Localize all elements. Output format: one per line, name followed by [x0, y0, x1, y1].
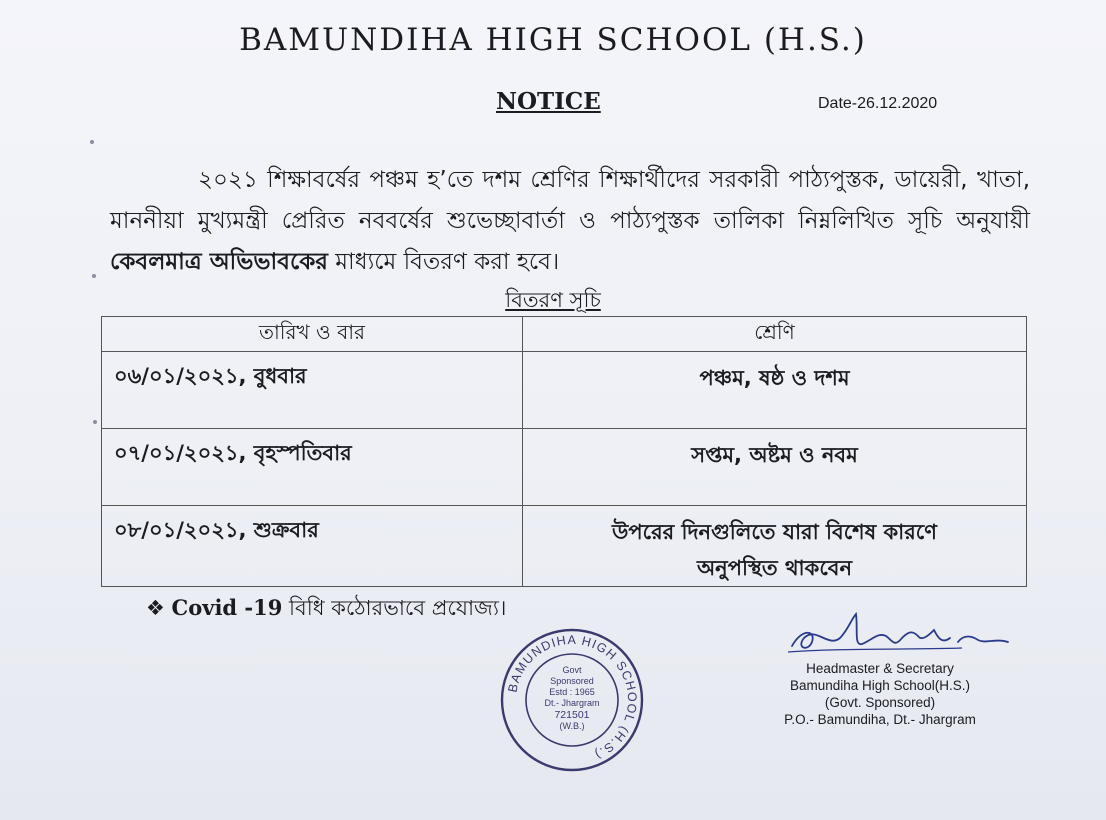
paper-speck	[90, 140, 94, 144]
row-classes: সপ্তম, অষ্টম ও নবম	[523, 429, 1027, 506]
signatory-status: (Govt. Sponsored)	[824, 695, 936, 710]
headmaster-signature	[782, 608, 1022, 668]
column-header-class: শ্রেণি	[523, 317, 1027, 352]
bullet-icon: ❖	[146, 596, 165, 620]
notice-body-emphasis: কেবলমাত্র অভিভাবকের	[110, 249, 328, 275]
table-row	[102, 506, 1027, 587]
signatory-address: P.O.- Bamundiha, Dt.- Jhargram	[784, 712, 976, 727]
paper-speck	[93, 420, 97, 424]
table-row	[102, 352, 1027, 429]
notice-date: Date-26.12.2020	[818, 95, 938, 112]
row-date: ০৬/০১/২০২১, বুধবার	[102, 352, 523, 429]
school-name: BAMUNDIHA HIGH SCHOOL (H.S.)	[239, 22, 867, 58]
table-header-row	[102, 317, 1027, 352]
seal-line: 721501	[554, 709, 590, 721]
seal-line: Dt.- Jhargram	[544, 698, 600, 708]
signatory-title: Headmaster & Secretary	[806, 661, 954, 676]
signatory-school: Bamundiha High School(H.S.)	[789, 678, 971, 693]
school-seal-stamp	[500, 628, 644, 772]
schedule-table	[101, 316, 1027, 587]
notice-title: NOTICE	[496, 88, 601, 115]
covid-note	[146, 592, 506, 627]
row-classes: পঞ্চম, ষষ্ঠ ও দশম	[523, 352, 1027, 429]
row-classes: উপরের দিনগুলিতে যারা বিশেষ কারণে অনুপস্থিত থাকবেন	[523, 506, 1027, 587]
seal-outer-text: BAMUNDIHA HIGH SCHOOL (H.S.)	[505, 632, 640, 762]
paper-speck	[92, 274, 96, 278]
covid-label: Covid -19	[171, 595, 283, 620]
seal-line: Estd : 1965	[549, 687, 595, 697]
row-date: ০৭/০১/২০২১, বৃহস্পতিবার	[102, 429, 523, 506]
signature-block	[760, 660, 1000, 728]
notice-body-text-end: মাধ্যমে বিতরণ করা হবে।	[327, 249, 560, 275]
table-row	[102, 429, 1027, 506]
seal-line: Govt	[562, 665, 582, 675]
seal-line: Sponsored	[550, 676, 594, 686]
covid-text: বিধি কঠোরভাবে প্রযোজ্য।	[289, 596, 507, 620]
seal-line: (W.B.)	[559, 721, 585, 731]
notice-body	[110, 160, 1030, 283]
schedule-title-text: বিতরণ সূচি	[505, 288, 601, 312]
schedule-title	[0, 284, 1106, 319]
column-header-date: তারিখ ও বার	[102, 317, 523, 352]
notice-body-text: ২০২১ শিক্ষাবর্ষের পঞ্চম হ’তে দশম শ্রেণির শিক্ষার্থীদের সরকারী পাঠ্যপুস্তক, ডায়েরী, খাতা, মাননীয়া মুখ্যমন্ত্রী প্রেরিত নববর্ষের শুভেচ্ছাবার্তা ও পাঠ্যপুস্তক তালিকা নিম্নলিখিত সূচি অনুযায়ী	[110, 167, 1030, 234]
row-date: ০৮/০১/২০২১, শুক্রবার	[102, 506, 523, 587]
